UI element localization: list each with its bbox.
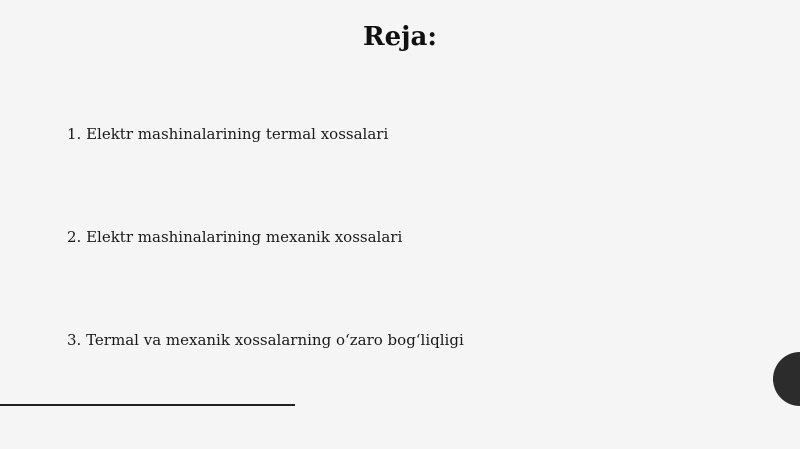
plan-item-number: 3. <box>67 331 82 349</box>
slide-nav-circle[interactable] <box>773 352 800 406</box>
plan-item-number: 1. <box>67 125 82 143</box>
plan-item-number: 2. <box>67 228 82 246</box>
plan-item-text: Termal va mexanik xossalarning o‘zaro bog‘liqligi <box>86 331 464 349</box>
slide-title: Reja: <box>362 22 437 52</box>
bottom-divider <box>0 404 295 406</box>
plan-item-2 <box>67 227 402 247</box>
plan-item-1 <box>67 124 388 144</box>
plan-item-text: Elektr mashinalarining termal xossalari <box>86 125 389 143</box>
plan-item-text: Elektr mashinalarining mexanik xossalari <box>86 228 403 246</box>
plan-item-3 <box>67 330 464 350</box>
